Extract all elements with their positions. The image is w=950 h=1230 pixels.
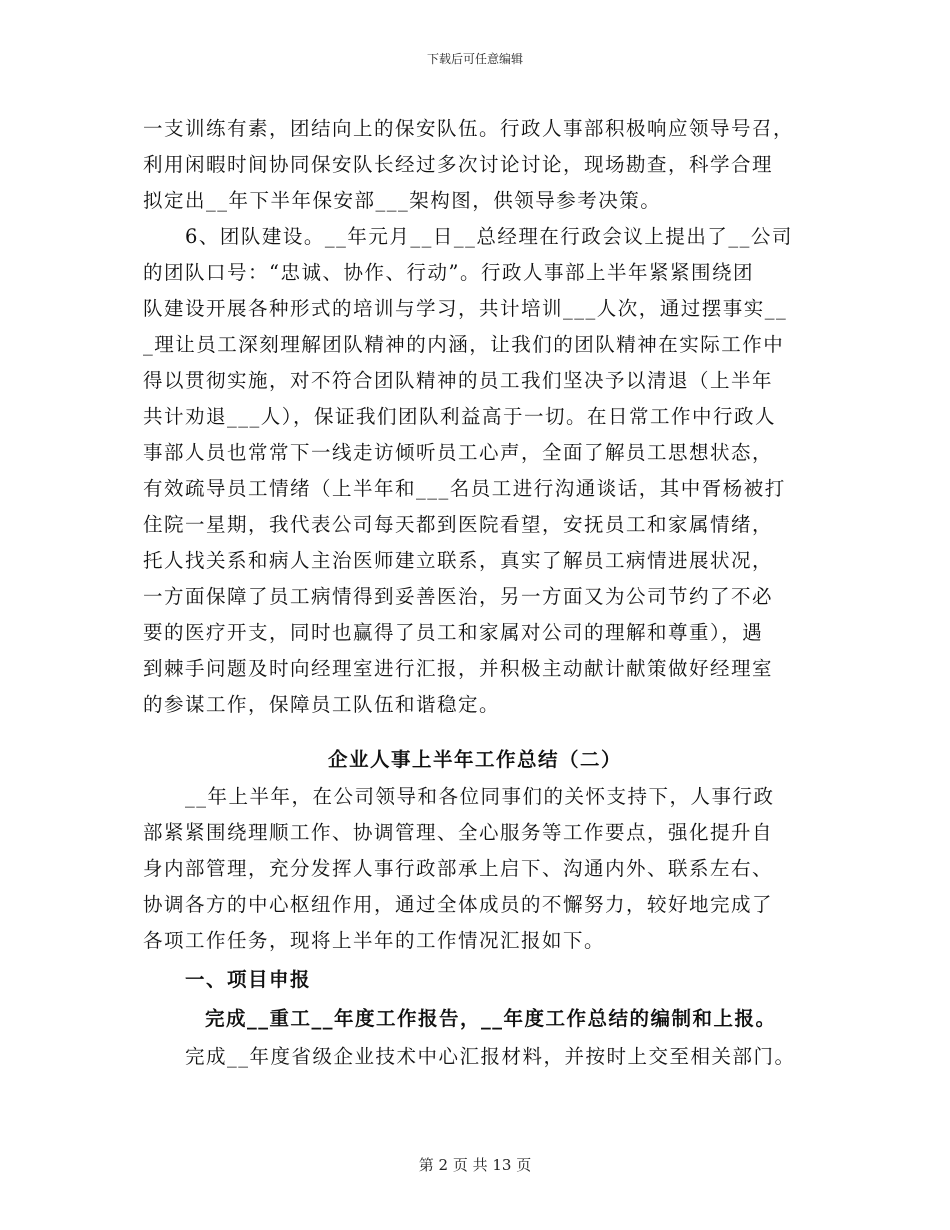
paragraph-line: 部紧紧围绕理顺工作、协调管理、全心服务等工作要点，强化提升自 xyxy=(143,821,774,844)
section-title: 企业人事上半年工作总结（二） xyxy=(327,748,622,771)
paragraph-line: _理让员工深刻理解团队精神的内涵，让我们的团队精神在实际工作中 xyxy=(143,333,785,356)
paragraph-line: 协调各方的中心枢纽作用，通过全体成员的不懈努力，较好地完成了 xyxy=(143,893,774,916)
paragraph-line: 共计劝退___人），保证我们团队利益高于一切。在日常工作中行政人 xyxy=(143,405,777,428)
section-heading: 一、项目申报 xyxy=(185,968,312,991)
paragraph-line: 身内部管理，充分发挥人事行政部承上启下、沟通内外、联系左右、 xyxy=(143,857,774,880)
subheading: 完成__重工__年度工作报告，__年度工作总结的编制和上报。 xyxy=(205,1007,777,1030)
paragraph-line: __年上半年，在公司领导和各位同事们的关怀支持下，人事行政 xyxy=(185,785,775,808)
paragraph-line: 到棘手问题及时向经理室进行汇报，并积极主动献计献策做好经理室 xyxy=(143,657,774,680)
paragraph-line: 住院一星期，我代表公司每天都到医院看望，安抚员工和家属情绪， xyxy=(143,513,774,536)
paragraph-line: 一方面保障了员工病情得到妥善医治，另一方面又为公司节约了不必 xyxy=(143,585,774,608)
paragraph-line: 得以贯彻实施，对不符合团队精神的员工我们坚决予以清退（上半年 xyxy=(143,369,774,392)
paragraph-line: 完成__年度省级企业技术中心汇报材料，并按时上交至相关部门。 xyxy=(185,1045,796,1068)
paragraph-line: 一支训练有素，团结向上的保安队伍。行政人事部积极响应领导号召， xyxy=(143,117,795,140)
page-footer: 第 2 页 共 13 页 xyxy=(418,1156,532,1174)
paragraph-line: 队建设开展各种形式的培训与学习，共计培训___人次，通过摆事实__ xyxy=(143,297,788,320)
paragraph-line: 拟定出__年下半年保安部___架构图，供领导参考决策。 xyxy=(143,189,662,212)
paragraph-line: 6、团队建设。__年元月__日__总经理在行政会议上提出了__公司 xyxy=(185,225,793,248)
paragraph-line: 各项工作任务，现将上半年的工作情况汇报如下。 xyxy=(143,929,606,952)
paragraph-line: 要的医疗开支，同时也赢得了员工和家属对公司的理解和尊重），遇 xyxy=(143,621,764,644)
paragraph-line: 事部人员也常常下一线走访倾听员工心声，全面了解员工思想状态， xyxy=(143,441,774,464)
page-header: 下载后可任意编辑 xyxy=(426,52,523,66)
paragraph-line: 有效疏导员工情绪（上半年和___名员工进行沟通谈话，其中胥杨被打 xyxy=(143,477,786,500)
paragraph-line: 的参谋工作，保障员工队伍和谐稳定。 xyxy=(143,693,501,716)
paragraph-line: 利用闲暇时间协同保安队长经过多次讨论讨论，现场勘查，科学合理 xyxy=(143,153,774,176)
paragraph-line: 的团队口号：“忠诚、协作、行动”。行政人事部上半年紧紧围绕团 xyxy=(143,261,754,284)
paragraph-line: 托人找关系和病人主治医师建立联系，真实了解员工病情进展状况， xyxy=(143,549,774,572)
